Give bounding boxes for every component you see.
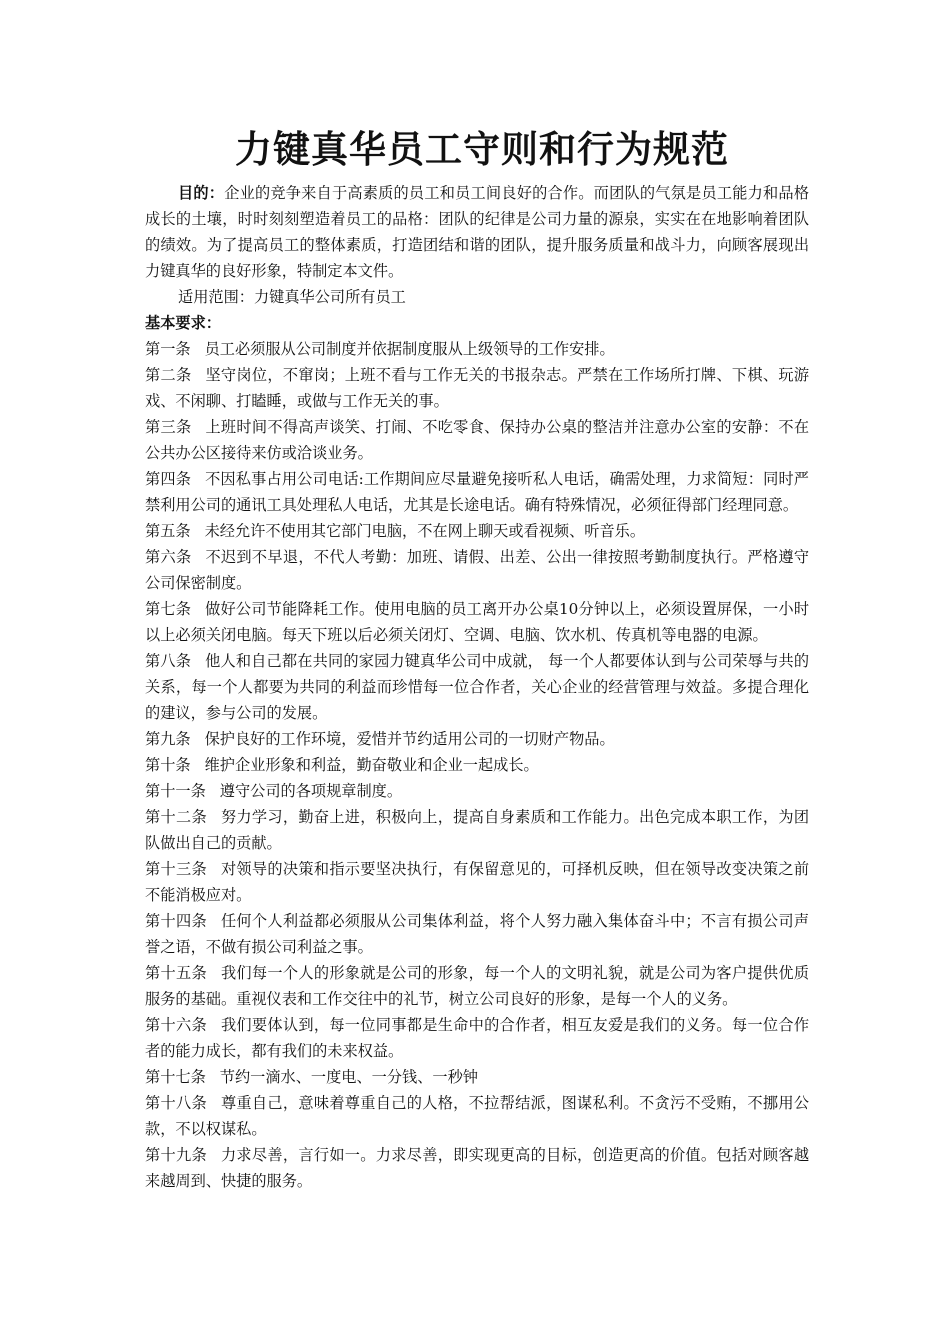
article-item <box>145 1064 809 1090</box>
article-item <box>145 466 809 518</box>
article-item <box>145 1090 809 1142</box>
article-text: 我们每一个人的形象就是公司的形象，每一个人的文明礼貌，就是公司为客户提供优质服务的基础。重视仪表和工作交往中的礼节，树立公司良好的形象，是每一个人的义务。 <box>145 964 810 1008</box>
article-item <box>145 778 809 804</box>
article-item <box>145 804 809 856</box>
article-number: 第十七条 <box>145 1068 206 1086</box>
article-text: 不因私事占用公司电话:工作期间应尽量避免接听私人电话，确需处理，力求简短：同时严禁利用公司的通讯工具处理私人电话，尤其是长途电话。确有特殊情况，必须征得部门经理同意。 <box>145 470 809 514</box>
article-item <box>145 336 809 362</box>
article-text: 我们要体认到，每一位同事都是生命中的合作者，相互友爱是我们的义务。每一位合作者的能力成长，都有我们的未来权益。 <box>145 1016 810 1060</box>
article-text: 遵守公司的各项规章制度。 <box>219 782 402 800</box>
article-text: 保护良好的工作环境，爱惜并节约适用公司的一切财产物品。 <box>204 730 615 748</box>
purpose-paragraph <box>145 180 809 284</box>
article-text: 维护企业形象和利益，勤奋敬业和企业一起成长。 <box>204 756 539 774</box>
article-number: 第四条 <box>145 470 192 488</box>
article-item <box>145 414 809 466</box>
purpose-label: 目的： <box>178 184 225 202</box>
article-number: 第十三条 <box>145 860 207 878</box>
article-text: 不迟到不早退，不代人考勤：加班、请假、出差、公出一律按照考勤制度执行。严格遵守公司保密制度。 <box>145 548 810 592</box>
article-item <box>145 648 809 726</box>
article-text: 力求尽善，言行如一。力求尽善，即实现更高的目标，创造更高的价值。包括对顾客越来越周到、快捷的服务。 <box>145 1146 810 1190</box>
article-number: 第三条 <box>145 418 192 436</box>
document-page <box>145 120 809 1194</box>
article-text: 做好公司节能降耗工作。使用电脑的员工离开办公桌10分钟以上，必须设置屏保，一小时以上必须关闭电脑。每天下班以后必须关闭灯、空调、电脑、饮水机、传真机等电器的电源。 <box>145 600 810 644</box>
article-text: 上班时间不得高声谈笑、打闹、不吃零食、保持办公桌的整洁并注意办公室的安静：不在公共办公区接待来仿或洽谈业务。 <box>145 418 810 462</box>
article-number: 第七条 <box>145 600 192 618</box>
article-number: 第五条 <box>145 522 191 540</box>
article-number: 第十八条 <box>145 1094 207 1112</box>
article-text: 节约一滴水、一度电、一分钱、一秒钟 <box>219 1068 478 1086</box>
article-item <box>145 362 809 414</box>
article-number: 第十二条 <box>145 808 207 826</box>
article-text: 对领导的决策和指示要坚决执行，有保留意见的，可择机反映，但在领导改变决策之前不能消极应对。 <box>145 860 810 904</box>
article-item <box>145 908 809 960</box>
article-text: 努力学习，勤奋上进，积极向上，提高自身素质和工作能力。出色完成本职工作，为团队做出自己的贡献。 <box>145 808 810 852</box>
article-text: 尊重自己，意味着尊重自己的人格，不拉帮结派，图谋私利。不贪污不受贿，不挪用公款，不以权谋私。 <box>145 1094 810 1138</box>
article-number: 第九条 <box>145 730 191 748</box>
article-item <box>145 726 809 752</box>
scope-line: 适用范围：力键真华公司所有员工 <box>178 288 406 306</box>
article-item <box>145 1142 809 1194</box>
article-number: 第十四条 <box>145 912 207 930</box>
article-item <box>145 544 809 596</box>
article-number: 第十五条 <box>145 964 207 982</box>
purpose-text: 企业的竞争来自于高素质的员工和员工间良好的合作。而团队的气氛是员工能力和品格成长的土壤，时时刻刻塑造着员工的品格：团队的纪律是公司力量的源泉，实实在在地影响着团队的绩效。为了提高员工的整体素质，打造团结和谐的团队，提升服务质量和战斗力，向顾客展现出力键真华的良好形象，特制定本文件。 <box>145 184 810 280</box>
article-item <box>145 856 809 908</box>
article-item <box>145 752 809 778</box>
article-text: 任何个人利益都必须服从公司集体利益，将个人努力融入集体奋斗中；不言有损公司声誉之语，不做有损公司利益之事。 <box>145 912 810 956</box>
article-number: 第十一条 <box>145 782 206 800</box>
article-number: 第十九条 <box>145 1146 207 1164</box>
article-item <box>145 518 809 544</box>
article-number: 第十条 <box>145 756 191 774</box>
articles-list <box>145 336 809 1194</box>
basic-requirements-heading: 基本要求： <box>145 314 221 332</box>
article-text: 他人和自己都在共同的家园力键真华公司中成就， 每一个人都要体认到与公司荣辱与共的关系，每一个人都要为共同的利益而珍惜每一位合作者，关心企业的经营管理与效益。多提合理化的建议，参与公司的发展。 <box>145 652 810 722</box>
article-number: 第十六条 <box>145 1016 207 1034</box>
article-text: 坚守岗位，不窜岗；上班不看与工作无关的书报杂志。严禁在工作场所打牌、下棋、玩游戏、不闲聊、打瞌睡，或做与工作无关的事。 <box>145 366 810 410</box>
article-item <box>145 1012 809 1064</box>
document-title: 力键真华员工守则和行为规范 <box>235 128 729 171</box>
article-number: 第八条 <box>145 652 192 670</box>
article-number: 第二条 <box>145 366 192 384</box>
article-item <box>145 960 809 1012</box>
article-number: 第六条 <box>145 548 192 566</box>
article-text: 未经允许不使用其它部门电脑，不在网上聊天或看视频、听音乐。 <box>204 522 645 540</box>
article-number: 第一条 <box>145 340 191 358</box>
article-item <box>145 596 809 648</box>
article-text: 员工必须服从公司制度并依据制度服从上级领导的工作安排。 <box>204 340 615 358</box>
